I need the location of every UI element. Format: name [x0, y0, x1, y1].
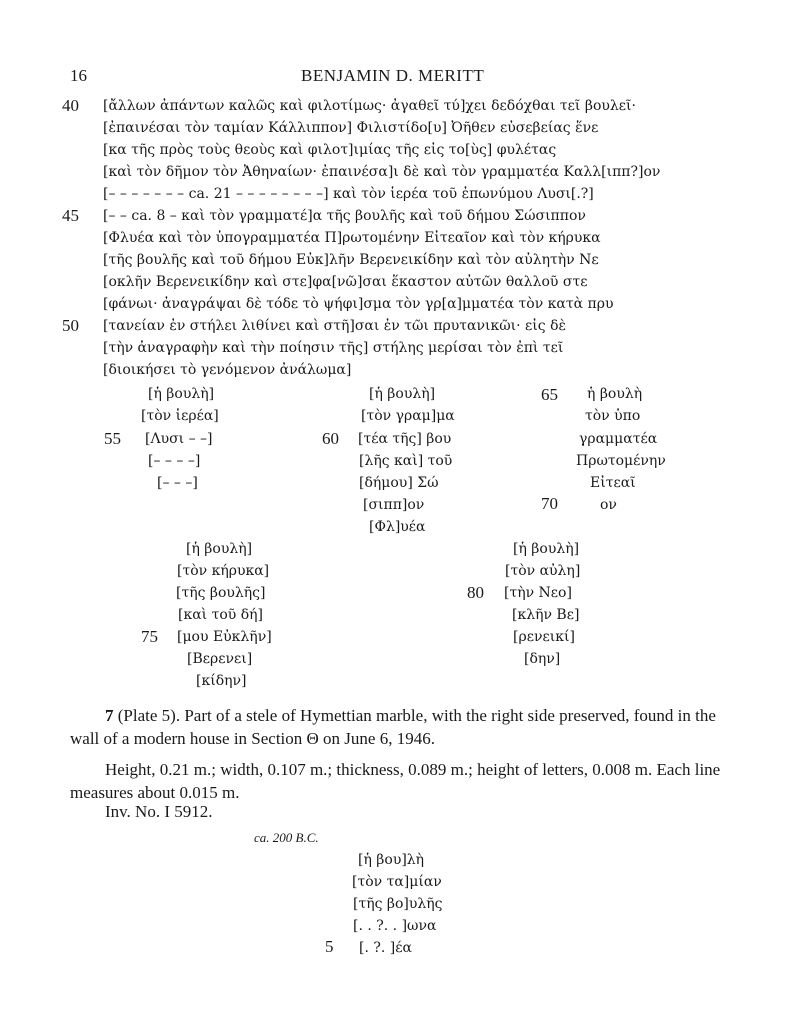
inscription-line: [ἄλλων ἀπάντων καλῶς καὶ φιλοτίμως· ἀγαθεῖ τύ]χει δεδόχθαι τεῖ βουλεῖ· — [103, 98, 636, 114]
crown-line: [ἡ βουλὴ] — [369, 386, 436, 402]
crown-line: γραμματέα — [579, 431, 658, 447]
inscription-line: [ἐπαινέσαι τὸν ταμίαν Κάλλιππον] Φιλιστίδο[υ] Ὀῆθεν εὐσεβείας ἕνε — [103, 120, 599, 136]
crown-line: [τὴν Νεο] — [504, 585, 572, 601]
line-number: 75 — [141, 627, 158, 646]
crown-line: [τὸν αὐλη] — [505, 563, 581, 579]
line-number: 5 — [325, 937, 334, 956]
crown-line: ἡ βουλὴ — [587, 386, 643, 402]
crown-line: [ρενεικί] — [513, 629, 575, 645]
crown-line: τὸν ὑπο — [585, 408, 641, 424]
line-number: 55 — [104, 429, 121, 448]
crown-line: [ἡ βουλὴ] — [513, 541, 580, 557]
running-title: BENJAMIN D. MERITT — [301, 66, 485, 85]
line-number: 60 — [322, 429, 339, 448]
crown-line: [δήμου] Σώ — [359, 475, 439, 491]
inscription-line: [ἡ βου]λὴ — [358, 852, 425, 868]
inscription-line: [οκλῆν Βερενεικίδην καὶ στε]φα[νῶ]σαι ἕκαστον αὐτῶν θαλλοῦ στε — [103, 274, 588, 290]
crown-line: [τέα τῆς] βου — [358, 431, 452, 447]
crown-line: [Φλ]υέα — [369, 519, 426, 535]
crown-line: Πρωτομένην — [576, 453, 666, 469]
crown-line: [καὶ τοῦ δή] — [178, 607, 264, 623]
inscription-line: [τῆς βο]υλῆς — [353, 896, 443, 912]
inscription-line: [τῆς βουλῆς καὶ τοῦ δήμου Εὐκ]λῆν Βερενεικίδην καὶ τὸν αὐλητὴν Νε — [103, 252, 599, 268]
inscription-line: [– – ca. 8 – καὶ τὸν γραμματέ]α τῆς βουλῆς καὶ τοῦ δήμου Σώσιππον — [103, 208, 586, 224]
crown-line: [τὸν γραμ]μα — [361, 408, 455, 424]
crown-line: [ἡ βουλὴ] — [186, 541, 253, 557]
line-number: 45 — [62, 206, 79, 225]
crown-line: [τῆς βουλῆς] — [176, 585, 266, 601]
crown-line: [Λυσι – –] — [145, 431, 213, 447]
inscription-line: [κα τῆς πρὸς τοὺς θεοὺς καὶ φιλοτ]ιμίας τῆς εἰς το[ὺς] φυλέτας — [103, 142, 557, 158]
line-number: 40 — [62, 96, 79, 115]
crown-line: [ἡ βουλὴ] — [148, 386, 215, 402]
date-line: ca. 200 B.C. — [254, 830, 319, 845]
inscription-line: [– – – – – – – ca. 21 – – – – – – – –] καὶ τὸν ἱερέα τοῦ ἐπωνύμου Λυσι[.?] — [103, 186, 594, 202]
entry-description — [70, 704, 730, 750]
inventory-number: Inv. No. I 5912. — [105, 802, 213, 821]
crown-line: [Βερενει] — [187, 651, 253, 667]
inscription-line: [. . ?. . ]ωνα — [353, 918, 437, 934]
crown-line: [δην] — [524, 651, 561, 667]
crown-line: [κλῆν Βε] — [512, 607, 580, 623]
crown-line: [– – –] — [157, 475, 198, 491]
entry-text: Part of a stele of Hymettian marble, with the right side preserved, found in the wall of a modern house in Section Θ on June 6, 1946. — [70, 706, 716, 748]
crown-line: [τὸν κήρυκα] — [177, 563, 270, 579]
crown-line: [μου Εὐκλῆν] — [177, 629, 272, 645]
inscription-line: [Φλυέα καὶ τὸν ὑπογραμματέα Π]ρωτομένην Εἰτεαῖον καὶ τὸν κήρυκα — [103, 230, 601, 246]
crown-line: Εἰτεαῖ — [590, 475, 636, 491]
crown-line: [τὸν ἱερέα] — [141, 408, 219, 424]
line-number: 80 — [467, 583, 484, 602]
plate-reference: (Plate 5). — [117, 706, 181, 725]
crown-line: [κίδην] — [196, 673, 247, 689]
inscription-line: [φάνωι· ἀναγράψαι δὲ τόδε τὸ ψήφι]σμα τὸν γρ[α]μματέα τὸν κατὰ πρυ — [103, 296, 614, 312]
measurements: Height, 0.21 m.; width, 0.107 m.; thickness, 0.089 m.; height of letters, 0.008 m. Each line measures about 0.015 m. — [70, 760, 721, 802]
page-number: 16 — [70, 66, 87, 85]
line-number: 65 — [541, 385, 558, 404]
crown-line: [λῆς καὶ] τοῦ — [359, 453, 453, 469]
crown-line: [– – – –] — [148, 453, 201, 469]
inscription-line: [διοικήσει τὸ γενόμενον ἀνάλωμα] — [103, 362, 352, 378]
inscription-line: [. ?. ]έα — [359, 940, 412, 956]
line-number: 50 — [62, 316, 79, 335]
entry-number: 7 — [105, 706, 114, 725]
inscription-line: [τανείαν ἐν στήλει λιθίνει καὶ στῆ]σαι ἐν τῶι πρυτανικῶι· εἰς δὲ — [103, 318, 567, 334]
crown-line: ον — [600, 497, 617, 513]
crown-line: [σιππ]ον — [363, 497, 425, 513]
line-number: 70 — [541, 494, 558, 513]
inscription-line: [τὸν τα]μίαν — [352, 874, 442, 890]
inscription-line: [τὴν ἀναγραφὴν καὶ τὴν ποίησιν τῆς] στήλης μερίσαι τὸν ἐπὶ τεῖ — [103, 340, 564, 356]
inscription-line: [καὶ τὸν δῆμον τὸν Ἀθηναίων· ἐπαινέσα]ι δὲ καὶ τὸν γραμματέα Καλλ[ιππ?]ον — [103, 164, 661, 180]
